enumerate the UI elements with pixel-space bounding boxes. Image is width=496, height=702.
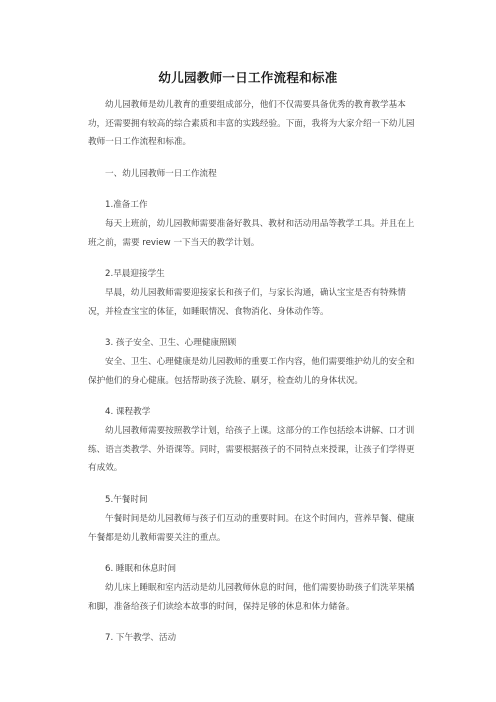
intro-paragraph: 幼儿园教师是幼儿教育的重要组成部分，他们不仅需要具备优秀的教育教学基本功，还需要拥有较高的综合素质和丰富的实践经验。下面，我将为大家介绍一下幼儿园教师一日工作流程和标准。 xyxy=(88,100,415,147)
step-6-body: 幼儿床上睡眠和室内活动是幼儿园教师休息的时间，他们需要协助孩子们洗苹果橘和脚，准备给孩子们读绘本故事的时间，保持足够的休息和体力储备。 xyxy=(88,583,415,612)
step-2-body: 早晨，幼儿园教师需要迎接家长和孩子们，与家长沟通，确认宝宝是否有特殊情况，并检查宝宝的体征，如睡眠情况、食物消化、身体动作等。 xyxy=(88,288,406,317)
step-7-heading: 7. 下午教学、活动 xyxy=(105,633,177,643)
document-title: 幼儿园教师一日工作流程和标准 xyxy=(158,70,338,85)
step-1-heading: 1.准备工作 xyxy=(105,200,148,210)
step-4-heading: 4. 课程教学 xyxy=(105,407,151,417)
step-1-body: 每天上班前，幼儿园教师需要准备好教具、教材和活动用品等教学工具。并且在上班之前，需要 review 一下当天的教学计划。 xyxy=(88,219,415,248)
step-5-heading: 5.午餐时间 xyxy=(105,495,148,505)
step-5-body: 午餐时间是幼儿园教师与孩子们互动的重要时间。在这个时间内，营养早餐、健康午餐都是幼儿教师需要关注的重点。 xyxy=(88,514,415,543)
step-6-heading: 6. 睡眠和休息时间 xyxy=(105,564,177,574)
step-2-heading: 2.早晨迎接学生 xyxy=(105,269,165,279)
step-4-body: 幼儿园教师需要按照教学计划，给孩子上课。这部分的工作包括绘本讲解、口才训练、语言类教学、外语课等。同时，需要根据孩子的不同特点来授课，让孩子们学得更有成效。 xyxy=(88,426,415,473)
step-3-heading: 3. 孩子安全、卫生、心理健康照顾 xyxy=(105,338,237,348)
step-3-body: 安全、卫生、心理健康是幼儿园教师的重要工作内容，他们需要维护幼儿的安全和保护他们的身心健康。包括帮助孩子洗脸、刷牙，检查幼儿的身体状况。 xyxy=(88,357,415,386)
section-heading: 一、幼儿园教师一日工作流程 xyxy=(105,169,217,179)
